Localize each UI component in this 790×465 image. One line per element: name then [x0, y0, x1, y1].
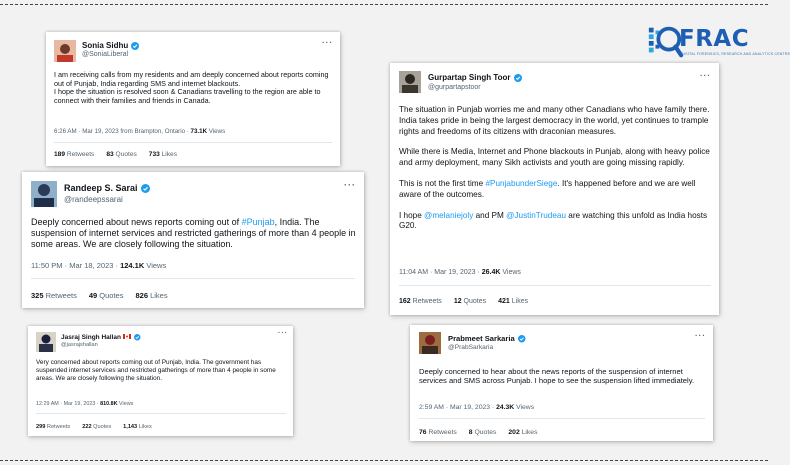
- verified-badge-icon: [131, 42, 139, 50]
- verified-badge-icon: [134, 334, 141, 341]
- avatar[interactable]: [399, 71, 421, 93]
- divider: [31, 278, 355, 279]
- engagement-stats: [419, 429, 550, 436]
- logo-wordmark: FRAC: [679, 26, 750, 52]
- avatar[interactable]: [31, 181, 57, 207]
- avatar[interactable]: [54, 40, 76, 62]
- tweet-card-sonia-sidhu[interactable]: [46, 32, 340, 166]
- divider: [54, 142, 332, 143]
- like-count[interactable]: 202 Likes: [508, 429, 538, 436]
- tweet-card-jasraj-hallan[interactable]: [28, 326, 293, 436]
- author-handle[interactable]: @PrabSarkaria: [448, 344, 494, 351]
- quote-count[interactable]: 83 Quotes: [106, 151, 137, 158]
- avatar[interactable]: [36, 332, 56, 352]
- quote-count[interactable]: 222 Quotes: [82, 424, 112, 430]
- avatar[interactable]: [419, 332, 441, 354]
- retweet-count[interactable]: 76 Retweets: [419, 429, 457, 436]
- logo-tagline: DIGITAL FORENSICS, RESEARCH AND ANALYTICS CENTRE: [681, 52, 790, 56]
- tweet-card-prabmeet-sarkaria[interactable]: [410, 325, 713, 441]
- retweet-count[interactable]: 299 Retweets: [36, 424, 71, 430]
- retweet-count[interactable]: 189 Retweets: [54, 151, 95, 158]
- verified-badge-icon: [518, 335, 526, 343]
- author-handle[interactable]: @randeepssarai: [64, 195, 123, 204]
- retweet-count[interactable]: 325 Retweets: [31, 291, 77, 300]
- more-options-icon[interactable]: ···: [695, 331, 706, 340]
- hashtag-link[interactable]: #PunjabunderSiege: [485, 178, 558, 188]
- like-count[interactable]: 1,143 Likes: [123, 424, 152, 430]
- top-dashed-border: [0, 4, 768, 5]
- engagement-stats: [36, 424, 164, 430]
- verified-badge-icon: [141, 184, 150, 193]
- author-name[interactable]: Gurpartap Singh Toor: [428, 73, 522, 82]
- mention-link-melaniejoly[interactable]: @melaniejoly: [424, 210, 474, 220]
- tweet-timestamp: 6:26 AM · Mar 19, 2023 from Brampton, Ontario · 73.1K Views: [54, 128, 226, 135]
- hashtag-link[interactable]: #Punjab: [241, 217, 275, 227]
- quote-count[interactable]: 12 Quotes: [453, 298, 487, 305]
- tweet-text: I am receiving calls from my residents and am deeply concerned about reports coming out of Punjab, India regarding SMS and internet blackouts. I hope the situation is resolved soon & Canadians travelling to the region are able to connect with their families and friends in Canada.: [54, 70, 329, 105]
- tweet-text: The situation in Punjab worries me and many other Canadians who have family there. India takes pride in being the largest democracy in the world, yet continues to trample rights and freedoms of its citizens with draconian measures. While there is Media, Internet and Phone blackouts in Punjab, along with heavy police and army deployment, many Sikh activists and youth are going missing rapidly. This is not the first time #PunjabunderSiege. It's happened before and we are well aware of the outcomes. I hope @melaniejoly and PM @JustinTrudeau are watching this unfold as India hosts G20.: [399, 105, 710, 231]
- quote-count[interactable]: 49 Quotes: [88, 291, 124, 300]
- divider: [36, 413, 286, 414]
- tweet-card-gurpartap-toor[interactable]: [390, 63, 719, 315]
- more-options-icon[interactable]: ···: [278, 330, 288, 337]
- tweet-text: Very concerned about reports coming out of Punjab, India. The government has suspended internet services and restricted gatherings of more than 4 people in some areas. We are closely following the situation.: [36, 359, 276, 382]
- verified-badge-icon: [514, 74, 522, 82]
- retweet-count[interactable]: 162 Retweets: [399, 298, 442, 305]
- author-name[interactable]: Jasraj Singh Hallan: [61, 334, 140, 341]
- like-count[interactable]: 733 Likes: [148, 151, 178, 158]
- divider: [399, 285, 711, 286]
- like-count[interactable]: 421 Likes: [498, 298, 529, 305]
- author-name[interactable]: Randeep S. Sarai: [64, 183, 150, 193]
- quote-count[interactable]: 8 Quotes: [468, 429, 497, 436]
- tweet-timestamp: 11:04 AM · Mar 19, 2023 · 26.4K Views: [399, 269, 521, 276]
- engagement-stats: [54, 151, 189, 158]
- tweet-timestamp: 11:50 PM · Mar 18, 2023 · 124.1K Views: [31, 261, 167, 270]
- like-count[interactable]: 826 Likes: [135, 291, 168, 300]
- mention-link-justintrudeau[interactable]: @JustinTrudeau: [506, 210, 566, 220]
- engagement-stats: [399, 298, 540, 305]
- dfrac-logo: [646, 20, 790, 64]
- canada-flag-icon: [123, 334, 131, 341]
- tweet-text: Deeply concerned about news reports coming out of #Punjab, India. The suspension of internet services and restricted gatherings of more than 4 people in some areas. We are closely following the situation.: [31, 217, 356, 249]
- author-name[interactable]: Prabmeet Sarkaria: [448, 334, 525, 343]
- author-name[interactable]: Sonia Sidhu: [82, 41, 139, 50]
- author-handle[interactable]: @gurpartapstoor: [428, 84, 481, 91]
- tweet-card-randeep-sarai[interactable]: [22, 172, 364, 308]
- more-options-icon[interactable]: ···: [700, 71, 711, 80]
- author-handle[interactable]: @jasrajshallan: [61, 342, 98, 348]
- tweet-timestamp: 2:59 AM · Mar 19, 2023 · 24.3K Views: [419, 404, 535, 411]
- more-options-icon[interactable]: ···: [322, 38, 333, 47]
- author-handle[interactable]: @SoniaLiberal: [82, 51, 129, 58]
- bottom-dashed-border: [0, 460, 768, 461]
- tweet-timestamp: 12:29 AM · Mar 19, 2023 · 810.8K Views: [36, 401, 134, 407]
- tweet-text: Deeply concerned to hear about the news reports of the suspension of internet services and SMS across Punjab. I hope to see the suspension lifted immediately.: [419, 367, 695, 386]
- engagement-stats: [31, 291, 180, 300]
- divider: [419, 418, 705, 419]
- more-options-icon[interactable]: ···: [344, 180, 356, 190]
